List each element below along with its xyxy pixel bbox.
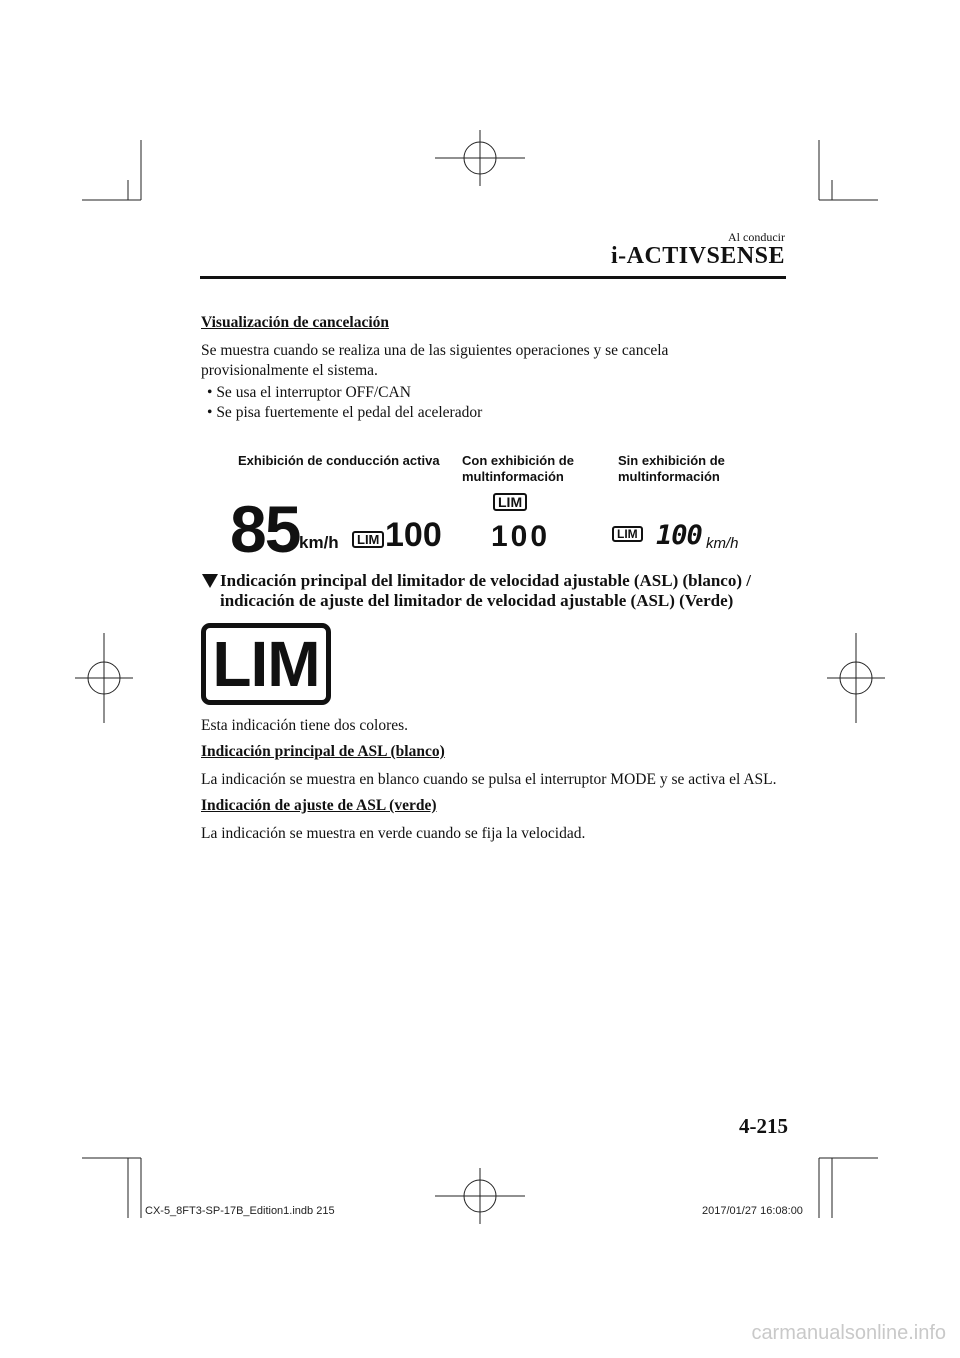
active-set-speed: 100 [385,516,442,554]
bullet-item: • Se usa el interruptor OFF/CAN [207,384,411,401]
figure-caption: Indicación principal del limitador de velocidad ajustable (ASL) (blanco) / indicación de ajuste del limitador de velocidad ajustable (ASL) (Verde) [220,571,751,610]
bullet-item: • Se pisa fuertemente el pedal del acelerador [207,404,483,421]
green-indication-text: La indicación se muestra en verde cuando se fija la velocidad. [201,825,586,842]
active-speed-value: 85 [230,492,300,566]
section-label: Al conducir [728,230,785,244]
page-title: i-ACTIVSENSE [610,243,785,269]
intro-line-2: provisionalmente el sistema. [201,362,378,379]
segment-set-speed: 100 [656,520,702,551]
lim-indicator-icon: LIM [201,623,331,705]
white-indication-heading: Indicación principal de ASL (blanco) [201,743,445,760]
header-rule [200,276,786,279]
triangle-marker-icon [202,574,218,588]
segment-speed-unit: km/h [706,535,739,552]
page-number: 4-215 [739,1114,788,1138]
lim-badge-multi: LIM [493,493,527,511]
colors-note: Esta indicación tiene dos colores. [201,717,409,734]
intro-paragraph [201,341,801,381]
footer-timestamp: 2017/01/27 16:08:00 [702,1205,803,1217]
column-label-active-driving: Exhibición de conducción activa [238,453,440,468]
bullet-list [207,383,482,423]
watermark-text: carmanualsonline.info [751,1322,946,1344]
active-speed-unit: km/h [299,533,339,552]
column-label-with-multi: Con exhibición de multinformación [462,453,574,484]
lim-badge-segment: LIM [612,526,643,542]
footer-file: CX-5_8FT3-SP-17B_Edition1.indb 215 [145,1205,335,1217]
white-indication-text: La indicación se muestra en blanco cuando se pulsa el interruptor MODE y se activa el ASL. [201,771,777,788]
column-label-without-multi: Sin exhibición de multinformación [618,453,725,484]
green-indication-heading: Indicación de ajuste de ASL (verde) [201,797,437,814]
cancel-display-heading: Visualización de cancelación [201,314,389,331]
intro-line-1: Se muestra cuando se realiza una de las siguientes operaciones y se cancela [201,342,669,359]
multi-set-speed: 100 [491,520,551,553]
lim-badge-active: LIM [352,531,384,548]
